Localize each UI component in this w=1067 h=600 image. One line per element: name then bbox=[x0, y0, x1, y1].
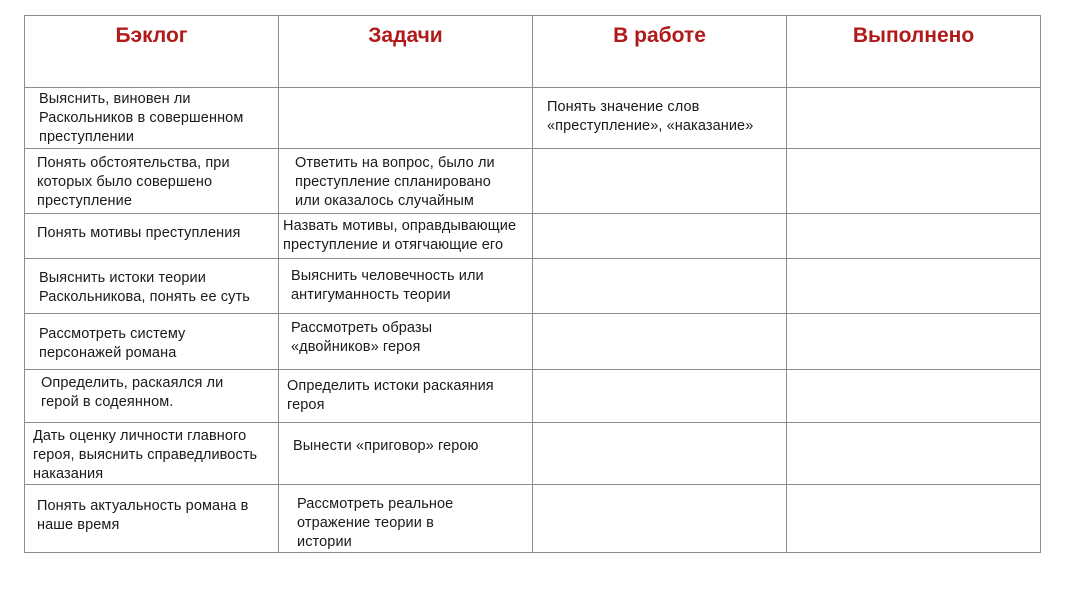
done-cell bbox=[787, 314, 1041, 370]
in-progress-text: Понять значение слов «преступление», «наказание» bbox=[547, 99, 754, 134]
backlog-text: Дать оценку личности главного героя, выяснить справедливость наказания bbox=[33, 428, 258, 482]
backlog-text: Понять мотивы преступления bbox=[37, 225, 241, 241]
in-progress-cell bbox=[533, 423, 787, 485]
table-row bbox=[25, 259, 1041, 314]
table-row bbox=[25, 370, 1041, 423]
column-header-in-progress: В работе bbox=[533, 16, 787, 88]
table-row bbox=[25, 314, 1041, 370]
tasks-text: Определить истоки раскаяния героя bbox=[287, 378, 494, 413]
done-cell bbox=[787, 370, 1041, 423]
table-row bbox=[25, 88, 1041, 149]
tasks-text: Рассмотреть реальное отражение теории в истории bbox=[297, 496, 454, 550]
in-progress-cell bbox=[533, 214, 787, 259]
table-row bbox=[25, 214, 1041, 259]
backlog-cell bbox=[25, 259, 279, 314]
backlog-cell bbox=[25, 88, 279, 149]
tasks-cell bbox=[279, 214, 533, 259]
done-cell bbox=[787, 88, 1041, 149]
backlog-cell bbox=[25, 423, 279, 485]
backlog-text: Выяснить истоки теории Раскольникова, понять ее суть bbox=[39, 270, 250, 305]
in-progress-cell bbox=[533, 149, 787, 214]
column-header-done: Выполнено bbox=[787, 16, 1041, 88]
in-progress-cell bbox=[533, 370, 787, 423]
tasks-cell bbox=[279, 485, 533, 553]
backlog-cell bbox=[25, 214, 279, 259]
tasks-text: Рассмотреть образы «двойников» героя bbox=[291, 320, 433, 355]
column-header-tasks: Задачи bbox=[279, 16, 533, 88]
backlog-text: Понять актуальность романа в наше время bbox=[37, 498, 249, 533]
kanban-table bbox=[24, 15, 1041, 553]
column-header-backlog: Бэклог bbox=[25, 16, 279, 88]
tasks-text: Назвать мотивы, оправдывающие преступление и отягчающие его bbox=[283, 218, 517, 253]
tasks-cell bbox=[279, 423, 533, 485]
table-row bbox=[25, 149, 1041, 214]
in-progress-cell bbox=[533, 314, 787, 370]
tasks-cell bbox=[279, 259, 533, 314]
backlog-text: Рассмотреть систему персонажей романа bbox=[39, 326, 186, 361]
backlog-cell bbox=[25, 314, 279, 370]
done-cell bbox=[787, 149, 1041, 214]
backlog-cell bbox=[25, 149, 279, 214]
tasks-cell bbox=[279, 88, 533, 149]
tasks-cell bbox=[279, 370, 533, 423]
in-progress-cell bbox=[533, 88, 787, 149]
tasks-text: Вынести «приговор» герою bbox=[293, 438, 479, 454]
table-row bbox=[25, 485, 1041, 553]
table-row bbox=[25, 423, 1041, 485]
tasks-cell bbox=[279, 314, 533, 370]
tasks-text: Ответить на вопрос, было ли преступление спланировано или оказалось случайным bbox=[295, 155, 495, 209]
done-cell bbox=[787, 259, 1041, 314]
backlog-text: Понять обстоятельства, при которых было совершено преступление bbox=[37, 155, 230, 209]
backlog-text: Определить, раскаялся ли герой в содеянном. bbox=[41, 375, 224, 410]
header-row bbox=[25, 16, 1041, 88]
in-progress-cell bbox=[533, 485, 787, 553]
tasks-text: Выяснить человечность или антигуманность теории bbox=[291, 268, 484, 303]
done-cell bbox=[787, 485, 1041, 553]
backlog-cell bbox=[25, 485, 279, 553]
done-cell bbox=[787, 214, 1041, 259]
backlog-text: Выяснить, виновен ли Раскольников в совершенном преступлении bbox=[39, 91, 244, 145]
done-cell bbox=[787, 423, 1041, 485]
backlog-cell bbox=[25, 370, 279, 423]
tasks-cell bbox=[279, 149, 533, 214]
in-progress-cell bbox=[533, 259, 787, 314]
